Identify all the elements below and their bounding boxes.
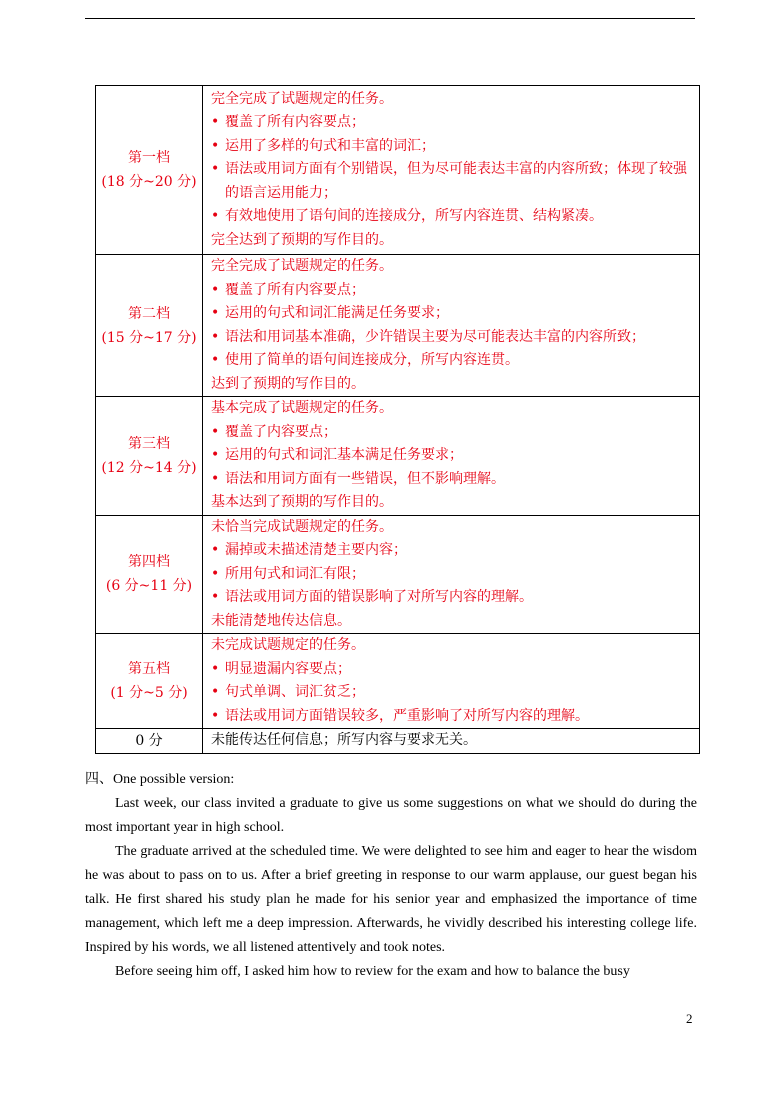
criteria-cell (203, 255, 700, 397)
criteria-bullet: • 语法和用词基本准确，少许错误主要为尽可能表达丰富的内容所致； (211, 326, 693, 350)
band-name: 第一档 (128, 150, 170, 166)
band-score-range: (1 分~5 分) (110, 685, 188, 701)
criteria-conclusion: 未能清楚地传达信息。 (211, 612, 351, 629)
criteria-conclusion: 完全达到了预期的写作目的。 (211, 231, 393, 248)
bullet-icon: • (211, 352, 220, 368)
bullet-icon: • (211, 660, 220, 677)
bullet-icon: • (211, 707, 220, 724)
criteria-bullet: • 覆盖了内容要点； (211, 421, 693, 445)
bullet-icon: • (211, 328, 220, 345)
header-rule (85, 18, 695, 19)
bullet-icon: • (211, 589, 220, 605)
sample-essay (85, 768, 697, 984)
bullet-icon: • (211, 208, 220, 225)
criteria-bullet: • 所用句式和词汇有限； (211, 563, 693, 587)
criteria-bullet: • 覆盖了所有内容要点； (211, 279, 693, 303)
band-cell (96, 255, 203, 397)
band-name: 第五档 (128, 661, 170, 677)
essay-heading: 四、One possible version: (85, 772, 235, 787)
bullet-icon: • (211, 161, 220, 178)
criteria-bullet: • 有效地使用了语句间的连接成分，所写内容连贯、结构紧凑。 (211, 205, 693, 229)
zero-score-description: 未能传达任何信息；所写内容与要求无关。 (203, 729, 700, 754)
bullet-icon: • (211, 565, 220, 582)
essay-paragraph: Last week, our class invited a graduate to give us some suggestions on what we should do during the most important year in high school. (85, 796, 697, 835)
criteria-bullet: • 运用的句式和词汇能满足任务要求； (211, 302, 693, 326)
criteria-bullet: • 漏掉或未描述清楚主要内容； (211, 539, 693, 563)
band-score-range: (15 分~17 分) (101, 329, 197, 346)
criteria-bullet: • 句式单调、词汇贫乏； (211, 681, 693, 705)
criteria-conclusion: 基本达到了预期的写作目的。 (211, 494, 393, 510)
band-cell (96, 86, 203, 255)
bullet-icon: • (211, 137, 220, 154)
bullet-icon: • (211, 114, 220, 131)
criteria-bullet: • 使用了简单的语句间连接成分，所写内容连贯。 (211, 349, 693, 373)
bullet-icon: • (211, 423, 220, 440)
page-number: 2 (686, 1011, 693, 1026)
bullet-icon: • (211, 542, 220, 558)
criteria-cell (203, 397, 700, 516)
bullet-icon: • (211, 447, 220, 463)
scoring-rubric-table (95, 85, 700, 754)
essay-paragraph: The graduate arrived at the scheduled time. We were delighted to see him and eager to hear the wisdom he was about to pass on to us. After a brief greeting in response to our warm applause, our guest began his talk. He first shared his study plan he made for his senior year and emphasized the importance of time management, which left me a deep impression. Afterwards, he vividly described his interesting college life. Inspired by his words, we all listened attentively and took notes. (85, 844, 697, 955)
band-cell (96, 515, 203, 634)
criteria-summary: 完全完成了试题规定的任务。 (211, 258, 393, 274)
criteria-bullet: • 语法或用词方面错误较多，严重影响了对所写内容的理解。 (211, 705, 693, 729)
zero-score-cell: 0 分 (96, 729, 203, 754)
criteria-bullet: • 语法或用词方面有个别错误，但为尽可能表达丰富的内容所致；体现了较强的语言运用能力； (211, 158, 693, 205)
band-score-range: (6 分~11 分) (105, 578, 193, 595)
bullet-icon: • (211, 470, 220, 487)
criteria-summary: 基本完成了试题规定的任务。 (211, 400, 393, 416)
criteria-bullet: • 覆盖了所有内容要点； (211, 111, 693, 135)
band-name: 第二档 (128, 305, 170, 322)
criteria-bullet: • 语法和用词方面有一些错误，但不影响理解。 (211, 468, 693, 492)
rubric-row-band-5 (96, 634, 700, 729)
band-score-range: (18 分~20 分) (101, 174, 197, 190)
criteria-bullet: • 语法或用词方面的错误影响了对所写内容的理解。 (211, 586, 693, 610)
bullet-icon: • (211, 684, 220, 700)
essay-paragraph: Before seeing him off, I asked him how to review for the exam and how to balance the busy (115, 964, 630, 979)
criteria-cell (203, 634, 700, 729)
criteria-bullet: • 运用了多样的句式和丰富的词汇； (211, 135, 693, 159)
criteria-summary: 未恰当完成试题规定的任务。 (211, 518, 393, 535)
bullet-icon: • (211, 305, 220, 321)
rubric-row-band-3 (96, 397, 700, 516)
criteria-bullet: • 明显遗漏内容要点； (211, 658, 693, 682)
band-score-range: (12 分~14 分) (101, 459, 197, 476)
band-cell (96, 397, 203, 516)
criteria-bullet: • 运用的句式和词汇基本满足任务要求； (211, 444, 693, 468)
criteria-conclusion: 达到了预期的写作目的。 (211, 375, 365, 392)
rubric-row-zero (96, 729, 700, 754)
band-name: 第三档 (128, 435, 170, 452)
criteria-cell (203, 515, 700, 634)
rubric-row-band-4 (96, 515, 700, 634)
criteria-summary: 完全完成了试题规定的任务。 (211, 90, 393, 107)
band-cell (96, 634, 203, 729)
criteria-summary: 未完成试题规定的任务。 (211, 637, 365, 653)
bullet-icon: • (211, 281, 220, 298)
criteria-cell (203, 86, 700, 255)
band-name: 第四档 (128, 554, 170, 571)
rubric-row-band-2 (96, 255, 700, 397)
rubric-row-band-1 (96, 86, 700, 255)
